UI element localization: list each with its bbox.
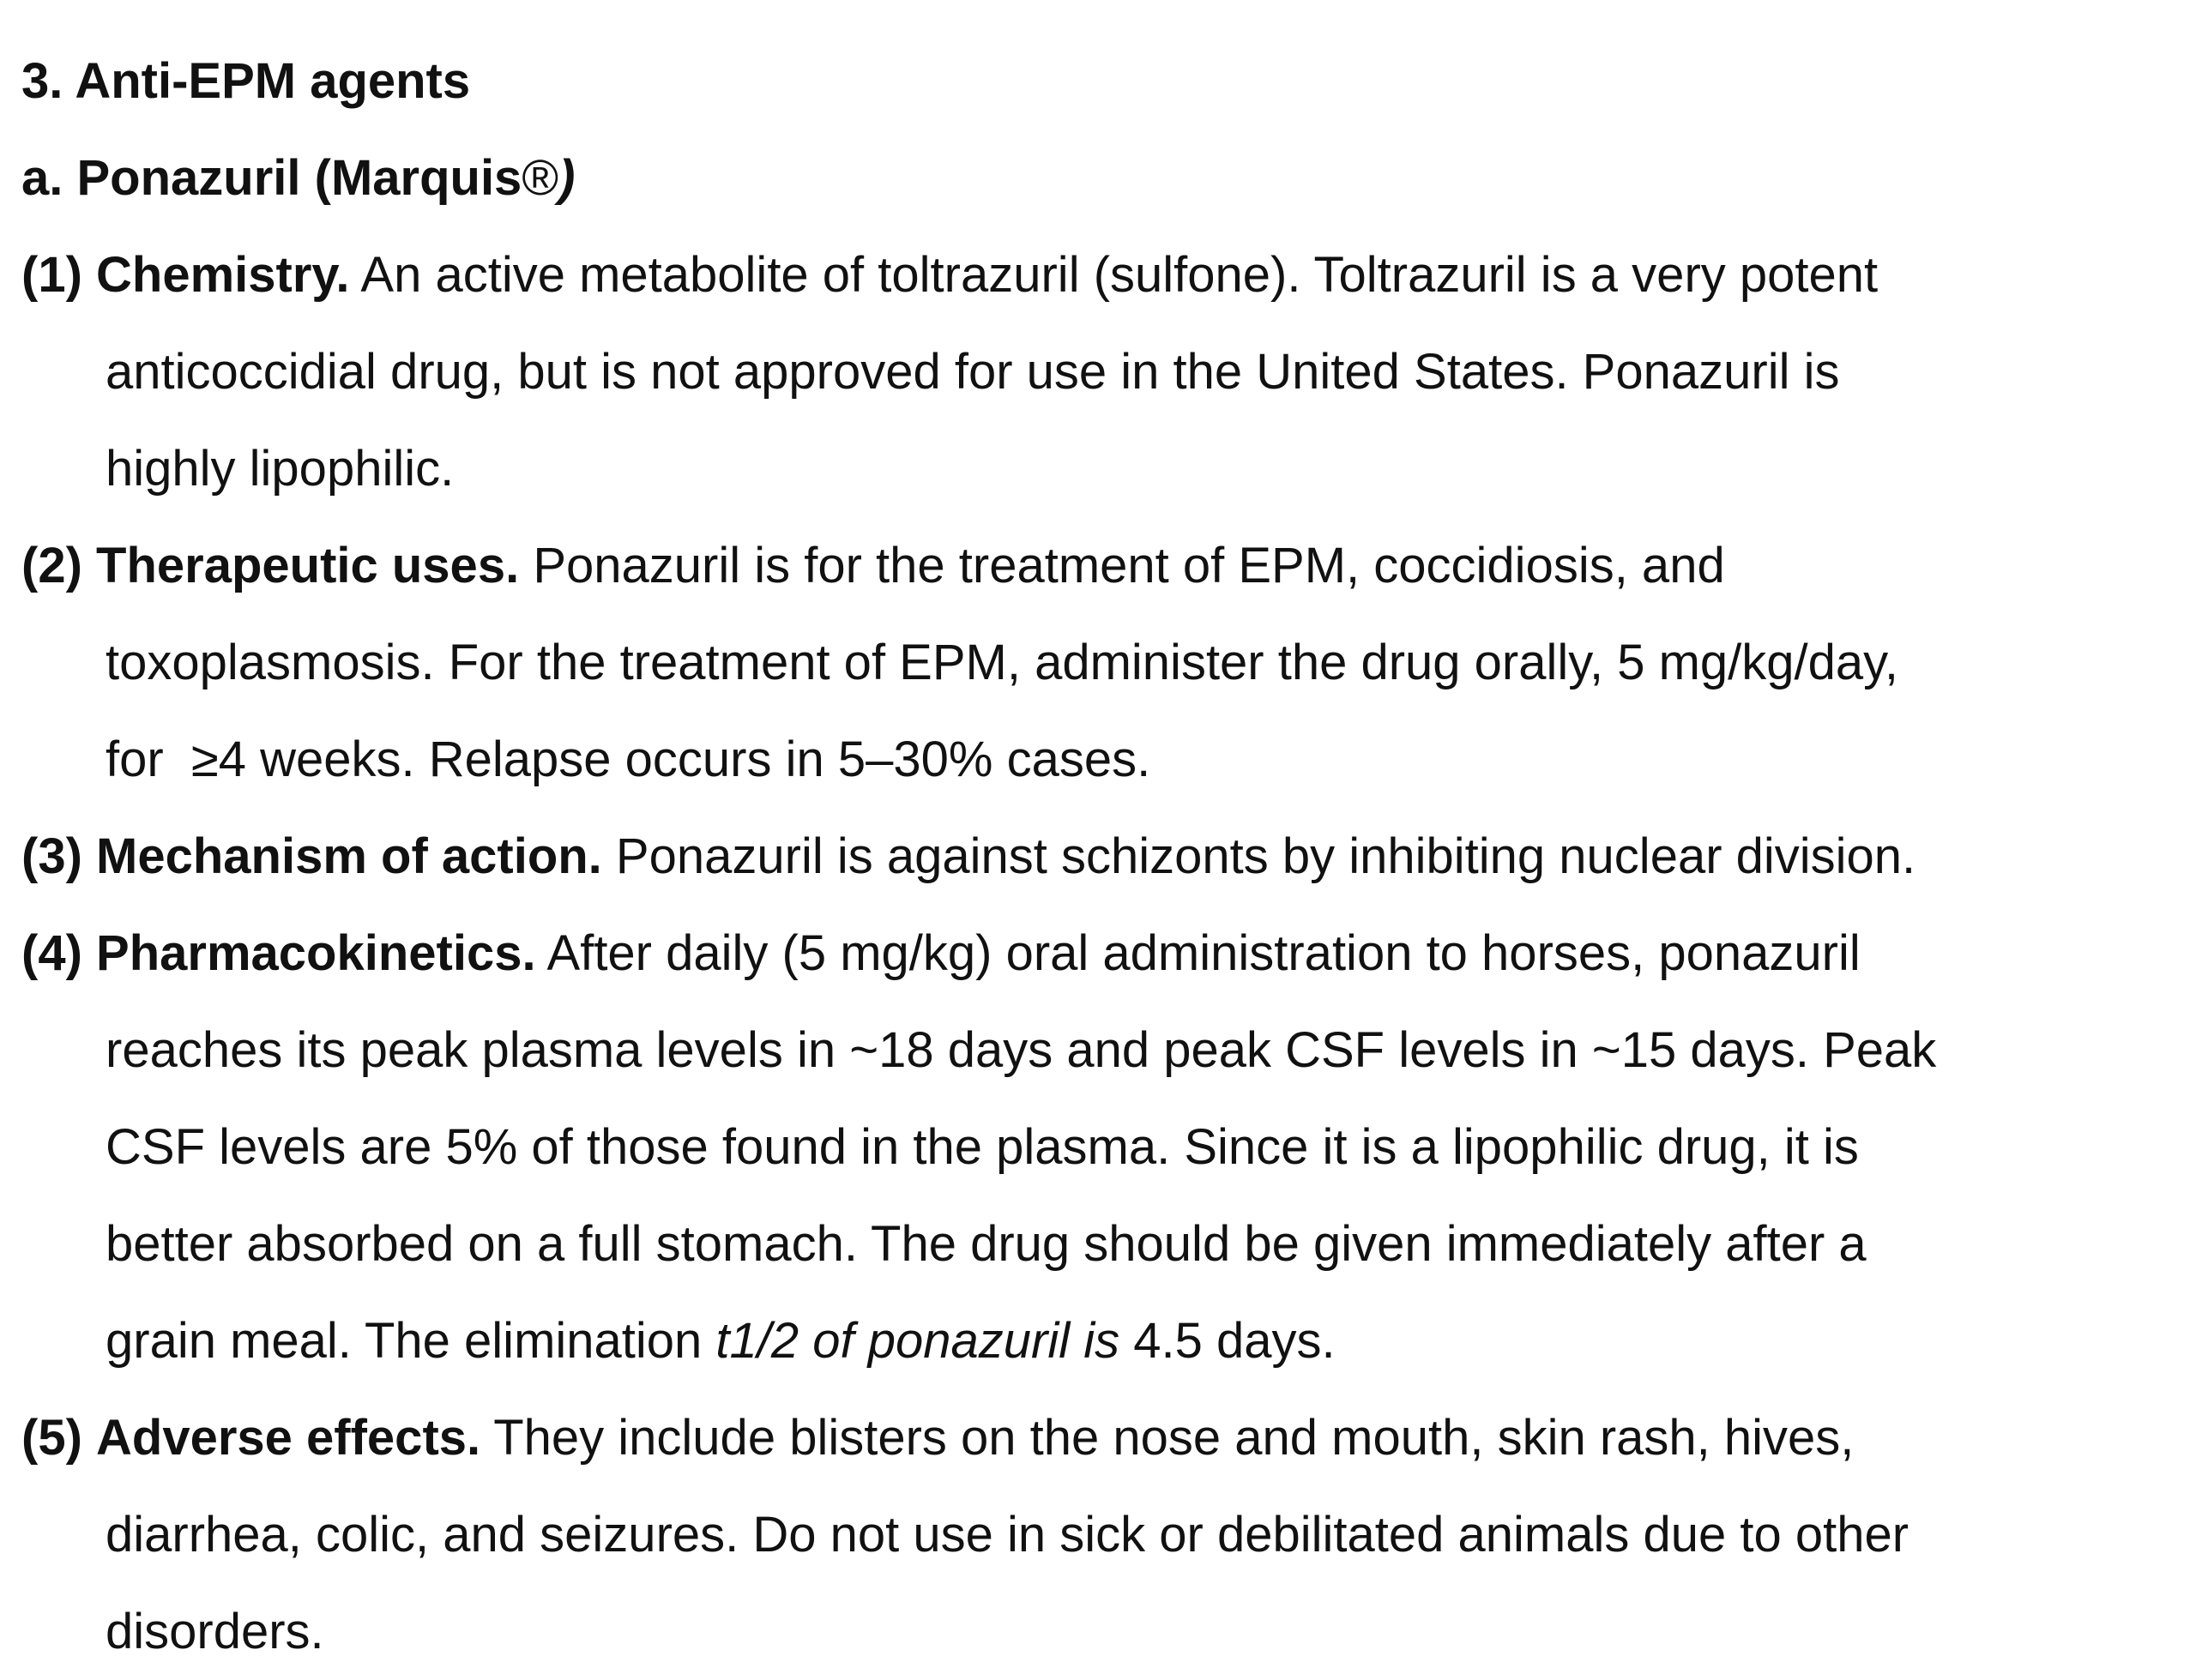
item-text: Ponazuril is for the treatment of EPM, coccidiosis, and bbox=[533, 538, 1725, 593]
paragraph-line bbox=[21, 808, 2183, 905]
paragraph-line bbox=[21, 1389, 2183, 1486]
list-item-chemistry bbox=[21, 226, 2183, 517]
paragraph-line: for ≥4 weeks. Relapse occurs in 5–30% cases. bbox=[106, 732, 1151, 787]
paragraph-line: disorders. bbox=[106, 1604, 324, 1659]
item-number: (4) bbox=[21, 925, 82, 981]
paragraph-line: highly lipophilic. bbox=[106, 441, 455, 497]
item-text: An active metabolite of toltrazuril (sulfone). Toltrazuril is a very potent bbox=[360, 247, 1879, 303]
section-heading: 3. Anti-EPM agents bbox=[21, 53, 471, 109]
item-text: 4.5 days. bbox=[1119, 1313, 1336, 1369]
paragraph-line: toxoplasmosis. For the treatment of EPM, administer the drug orally, 5 mg/kg/day, bbox=[106, 635, 1898, 690]
item-term: Mechanism of action. bbox=[96, 828, 602, 884]
item-number: (1) bbox=[21, 247, 82, 303]
paragraph-line bbox=[21, 1292, 2183, 1389]
registered-mark: ® bbox=[522, 150, 559, 206]
paragraph-line: reaches its peak plasma levels in ~18 days and peak CSF levels in ~15 days. Peak bbox=[106, 1022, 1937, 1078]
item-number: (3) bbox=[21, 828, 82, 884]
paragraph-line: anticoccidial drug, but is not approved for use in the United States. Ponazuril is bbox=[106, 344, 1840, 400]
item-term: Therapeutic uses. bbox=[96, 538, 520, 593]
italic-text: t1/2 of ponazuril is bbox=[715, 1313, 1120, 1369]
item-term: Chemistry. bbox=[96, 247, 350, 303]
item-term: Pharmacokinetics. bbox=[96, 925, 536, 981]
subsection-heading bbox=[21, 129, 2183, 226]
list-item-adverse-effects bbox=[21, 1389, 2183, 1680]
item-number: (5) bbox=[21, 1410, 82, 1466]
paragraph-line: diarrhea, colic, and seizures. Do not use in sick or debilitated animals due to other bbox=[106, 1507, 1909, 1563]
subsection-heading-prefix: a. Ponazuril (Marquis bbox=[21, 150, 522, 206]
list-item-pharmacokinetics bbox=[21, 905, 2183, 1389]
subsection-heading-suffix: ) bbox=[558, 150, 576, 206]
item-term: Adverse effects. bbox=[96, 1410, 481, 1466]
paragraph-line bbox=[21, 517, 2183, 614]
item-text: They include blisters on the nose and mouth, skin rash, hives, bbox=[493, 1410, 1855, 1466]
paragraph-line: CSF levels are 5% of those found in the plasma. Since it is a lipophilic drug, it is bbox=[106, 1119, 1859, 1175]
item-number: (2) bbox=[21, 538, 82, 593]
paragraph-line: better absorbed on a full stomach. The drug should be given immediately after a bbox=[106, 1216, 1867, 1272]
paragraph-line bbox=[21, 226, 2183, 323]
paragraph-line bbox=[21, 905, 2183, 1002]
list-item-mechanism-of-action bbox=[21, 808, 2183, 905]
list-item-therapeutic-uses bbox=[21, 517, 2183, 808]
item-text: grain meal. The elimination bbox=[106, 1313, 716, 1369]
item-text: After daily (5 mg/kg) oral administration to horses, ponazuril bbox=[546, 925, 1861, 981]
document-page bbox=[21, 33, 2183, 1680]
item-text: Ponazuril is against schizonts by inhibiting nuclear division. bbox=[615, 828, 1916, 884]
